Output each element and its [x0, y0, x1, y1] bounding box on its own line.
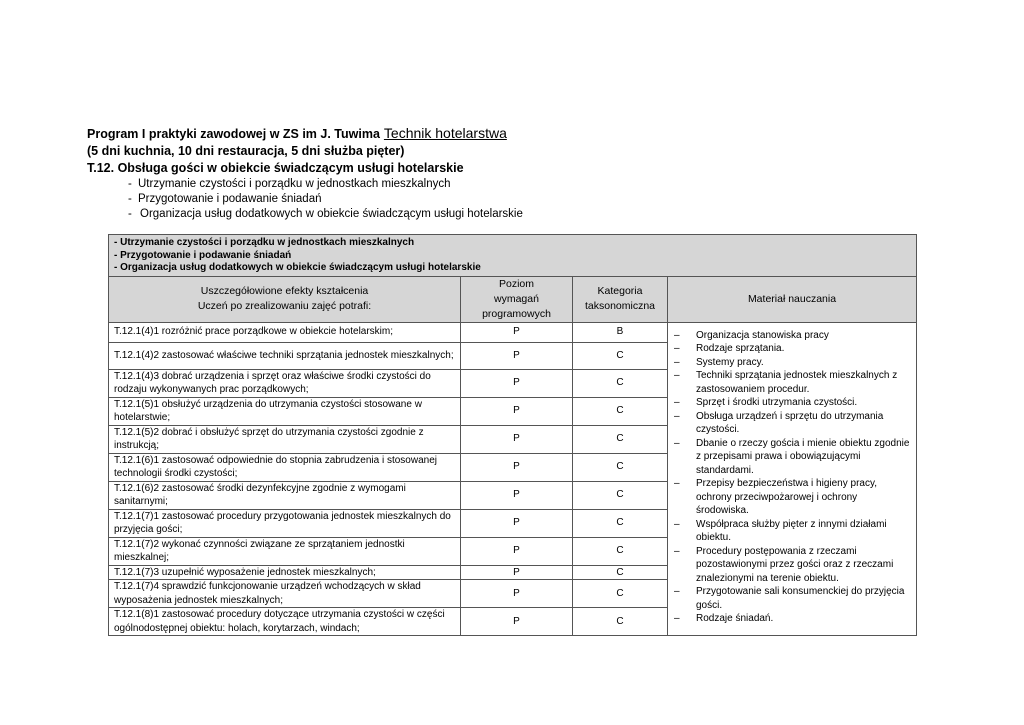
material-item: – Rodzaje śniadań.	[674, 613, 774, 624]
topic-item: - Utrzymanie czystości i porządku w jednostkach mieszkalnych	[128, 178, 451, 190]
material-item: – Dbanie o rzeczy gościa i mienie obiektu zgodnie z przepisami prawa i obowiązującymi standardami.	[674, 437, 910, 476]
category-cell: C	[573, 397, 668, 425]
category-cell: C	[573, 608, 668, 636]
effect-cell: T.12.1(7)1 zastosować procedury przygotowania jednostek mieszkalnych do przyjęcia gości;	[109, 509, 461, 537]
material-item: – Obsługa urządzeń i sprzętu do utrzymania czystości.	[674, 410, 884, 435]
material-item: – Współpraca służby pięter z innymi działami obiektu.	[674, 518, 887, 543]
column-header-row	[109, 276, 917, 322]
effect-cell: T.12.1(4)1 rozróżnić prace porządkowe w obiekcie hotelarskim;	[109, 322, 461, 342]
specialty-name: Technik hotelarstwa	[383, 125, 507, 141]
topic-item: - Organizacja usług dodatkowych w obiekcie świadczącym usługi hotelarskie	[128, 208, 523, 220]
effect-cell: T.12.1(7)4 sprawdzić funkcjonowanie urządzeń wchodzących w skład wyposażenia jednostek mieszkalnych;	[109, 580, 461, 608]
topic-list	[87, 177, 887, 222]
material-item: – Organizacja stanowiska pracy	[674, 329, 829, 341]
effect-cell: T.12.1(4)3 dobrać urządzenia i sprzęt oraz właściwe środki czystości do rodzaju wykonywanych prac porządkowych;	[109, 369, 461, 397]
practice-schedule: (5 dni kuchnia, 10 dni restauracja, 5 dni służba pięter)	[87, 144, 405, 158]
level-cell: P	[461, 369, 573, 397]
qualification-title: T.12. Obsługa gości w obiekcie świadczącym usługi hotelarskie	[87, 161, 464, 175]
material-item: – Techniki sprzątania jednostek mieszkalnych z zastosowaniem procedur.	[674, 370, 898, 395]
level-cell: P	[461, 425, 573, 453]
level-cell: P	[461, 342, 573, 369]
effect-cell: T.12.1(6)2 zastosować środki dezynfekcyjne zgodnie z wymogami sanitarnymi;	[109, 481, 461, 509]
table-topic-item: - Organizacja usług dodatkowych w obiekcie świadczącym usługi hotelarskie	[114, 262, 481, 273]
category-column-header: Kategoria taksonomiczna	[573, 276, 668, 322]
level-cell: P	[461, 481, 573, 509]
level-cell: P	[461, 608, 573, 636]
level-cell: P	[461, 397, 573, 425]
table-topic-item: - Utrzymanie czystości i porządku w jednostkach mieszkalnych	[114, 237, 415, 248]
material-list	[674, 329, 910, 626]
effect-cell: T.12.1(7)3 uzupełnić wyposażenie jednostek mieszkalnych;	[109, 565, 461, 580]
category-cell: C	[573, 369, 668, 397]
effect-cell: T.12.1(7)2 wykonać czynności związane ze sprzątaniem jednostki mieszkalnej;	[109, 537, 461, 565]
level-cell: P	[461, 565, 573, 580]
effects-column-header: Uszczegółowione efekty kształcenia Uczeń po zrealizowaniu zajęć potrafi:	[109, 276, 461, 322]
category-cell: C	[573, 580, 668, 608]
material-item: – Sprzęt i środki utrzymania czystości.	[674, 397, 858, 408]
effect-cell: T.12.1(5)1 obsłużyć urządzenia do utrzymania czystości stosowane w hotelarstwie;	[109, 397, 461, 425]
curriculum-table	[108, 234, 917, 636]
level-cell: P	[461, 580, 573, 608]
level-cell: P	[461, 453, 573, 481]
program-title	[87, 125, 887, 143]
material-item: – Systemy pracy.	[674, 356, 764, 368]
material-item: – Rodzaje sprzątania.	[674, 343, 785, 354]
topic-item: - Przygotowanie i podawanie śniadań	[128, 193, 322, 205]
material-item: – Przygotowanie sali konsumenckiej do przyjęcia gości.	[674, 586, 905, 611]
effect-cell: T.12.1(8)1 zastosować procedury dotyczące utrzymania czystości w części ogólnodostępnej obiektu: holach, korytarzach, windach;	[109, 608, 461, 636]
category-cell: C	[573, 565, 668, 580]
material-item: – Procedury postępowania z rzeczami pozostawionymi przez gości oraz z rzeczami znalezionymi na terenie obiektu.	[674, 545, 894, 584]
material-cell	[668, 322, 917, 636]
category-cell: C	[573, 537, 668, 565]
level-cell: P	[461, 509, 573, 537]
level-cell: P	[461, 322, 573, 342]
table-topic-item: - Przygotowanie i podawanie śniadań	[114, 249, 292, 261]
category-cell: C	[573, 509, 668, 537]
effect-cell: T.12.1(5)2 dobrać i obsłużyć sprzęt do utrzymania czystości zgodnie z instrukcją;	[109, 425, 461, 453]
program-title-text: Program I praktyki zawodowej w ZS im J. Tuwima	[87, 127, 380, 141]
table-row	[109, 322, 917, 342]
material-item: – Przepisy bezpieczeństwa i higieny pracy, ochrony przeciwpożarowej i ochrony środowiska.	[674, 478, 878, 516]
level-column-header: Poziom wymagań programowych	[461, 276, 573, 322]
category-cell: C	[573, 453, 668, 481]
effect-cell: T.12.1(6)1 zastosować odpowiednie do stopnia zabrudzenia i stosowanej technologii środki czystości;	[109, 453, 461, 481]
category-cell: C	[573, 342, 668, 369]
category-cell: B	[573, 322, 668, 342]
effect-cell: T.12.1(4)2 zastosować właściwe techniki sprzątania jednostek mieszkalnych;	[109, 342, 461, 369]
level-cell: P	[461, 537, 573, 565]
category-cell: C	[573, 425, 668, 453]
category-cell: C	[573, 481, 668, 509]
table-topic-header	[109, 235, 917, 277]
document-heading	[87, 125, 887, 222]
material-column-header: Materiał nauczania	[668, 276, 917, 322]
